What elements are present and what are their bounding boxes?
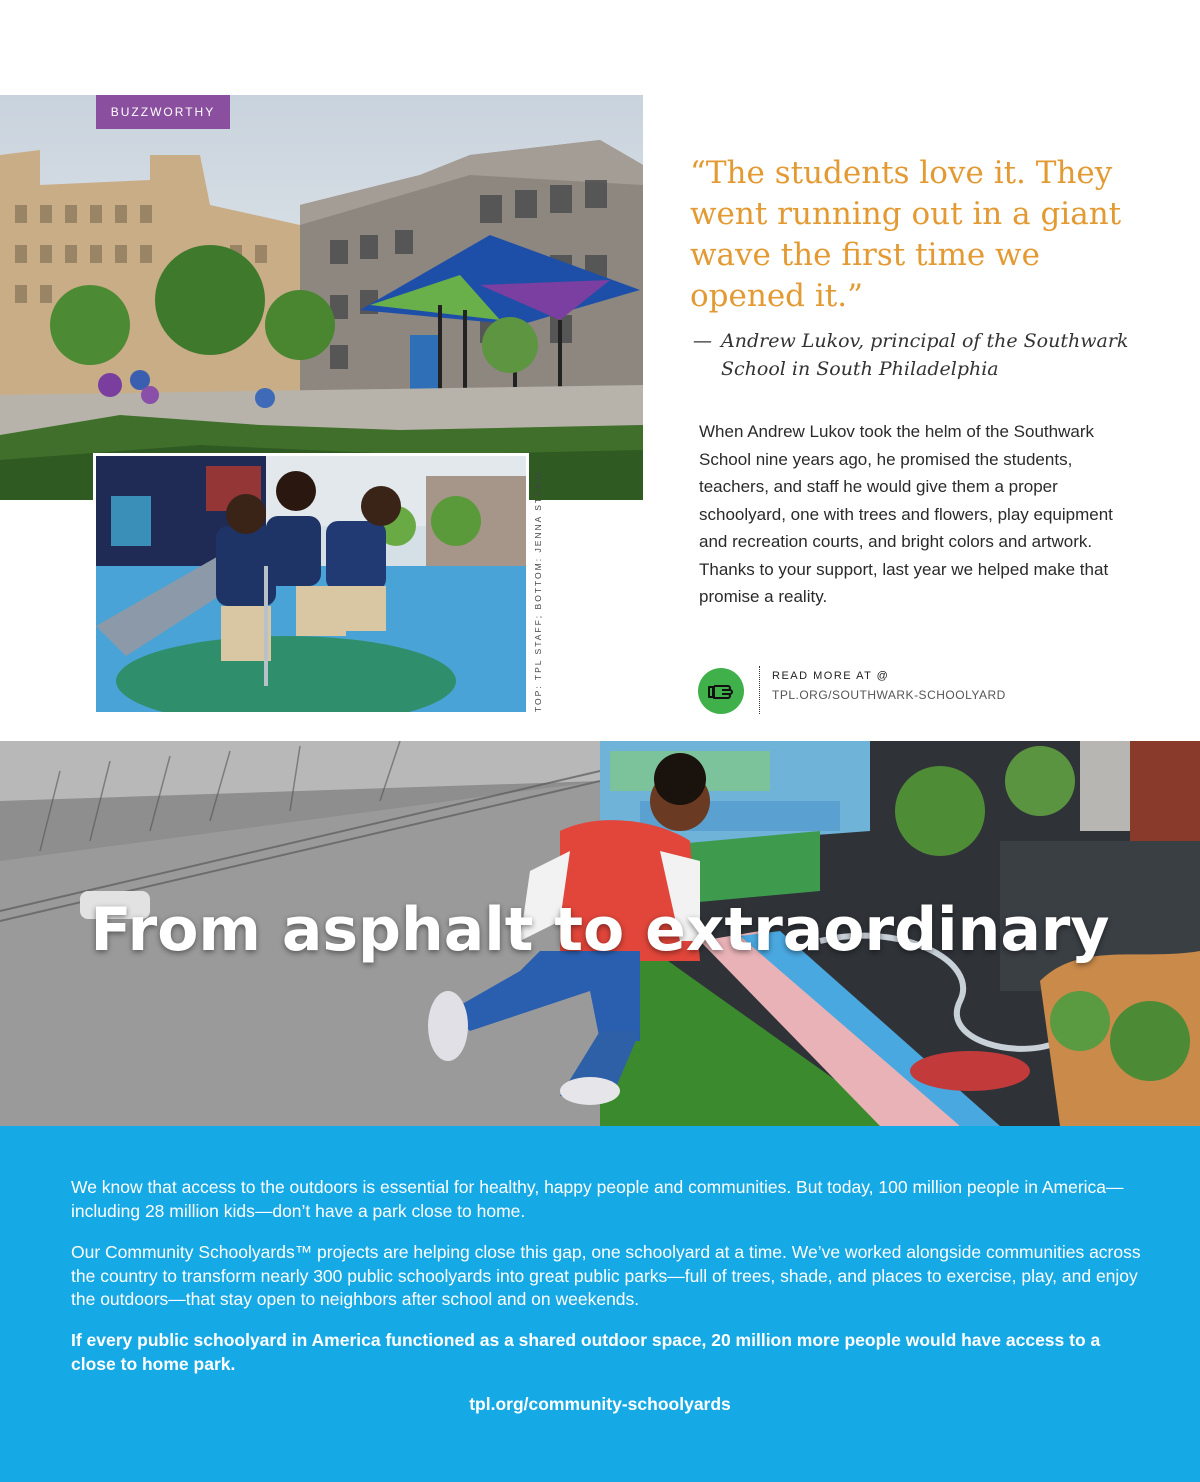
attribution-dash: —: [693, 330, 712, 352]
community-schoolyards-panel: [0, 1126, 1200, 1482]
hero-headline: From asphalt to extraordinary: [90, 895, 1110, 965]
attribution-text: Andrew Lukov, principal of the Southwark School in South Philadelphia: [721, 330, 1129, 380]
pull-quote: “The students love it. They went running out in a giant wave the first time we opened it.”: [690, 155, 1122, 314]
schoolyard-photo-top: [0, 95, 643, 500]
read-more-label: READ MORE AT @: [772, 670, 890, 682]
panel-paragraph-3: If every public schoolyard in America functioned as a shared outdoor space, 20 million more people would have access to a close to home park.: [71, 1330, 1101, 1374]
quote-attribution: [693, 327, 1133, 383]
read-more-url[interactable]: TPL.ORG/SOUTHWARK-SCHOOLYARD: [772, 688, 1006, 702]
panel-paragraph-1: We know that access to the outdoors is essential for healthy, happy people and communities. But today, 100 million people in America—including 28 million kids—don’t have a park close to home.: [71, 1177, 1124, 1221]
buzzworthy-tag: BUZZWORTHY: [96, 95, 230, 129]
story-body: When Andrew Lukov took the helm of the Southwark School nine years ago, he promised the students, teachers, and staff he would give them a proper schoolyard, one with trees and flowers, play equipment and recreation courts, and bright colors and artwork. Thanks to your support, last year we helped make that promise a reality.: [699, 422, 1113, 606]
divider: [759, 666, 760, 714]
photo-credit: TOP: TPL STAFF; BOTTOM: JENNA STAMM: [533, 470, 543, 712]
pointing-hand-icon: [698, 668, 744, 714]
kids-playground-photo: [93, 453, 529, 715]
panel-paragraph-2: Our Community Schoolyards™ projects are helping close this gap, one schoolyard at a time. We’ve worked alongside communities across the country to transform nearly 300 public schoolyards into great public parks—full of trees, shade, and places to exercise, play, and enjoy the outdoors—that stay open to neighbors after school and on weekends.: [71, 1242, 1141, 1309]
community-schoolyards-link[interactable]: tpl.org/community-schoolyards: [469, 1394, 731, 1414]
